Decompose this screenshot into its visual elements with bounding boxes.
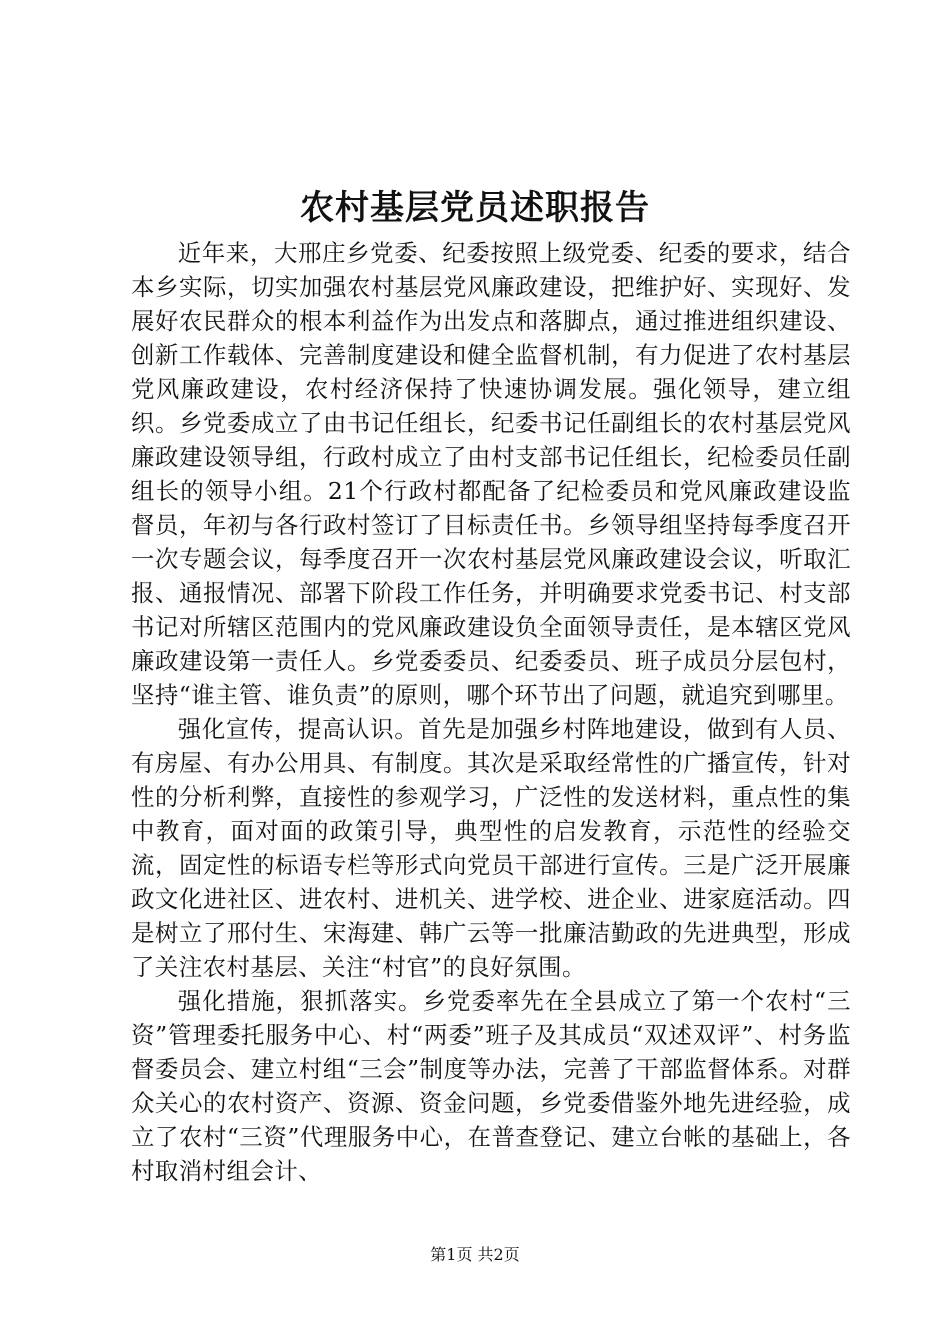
paragraph-3: 强化措施，狠抓落实。乡党委率先在全县成立了第一个农村“三资”管理委托服务中心、村“两委”班子及其成员“双述双评”、村务监督委员会、建立村组“三会”制度等办法，完善了干部监督体系。对群众关心的农村资产、资源、资金问题，乡党委借鉴外地先进经验，成立了农村“三资”代理服务中心，在普查登记、建立台帐的基础上，各村取消村组会计、 (131, 987, 851, 1185)
page-footer: 第1页 共2页 (430, 1245, 520, 1264)
document-title: 农村基层党员述职报告 (300, 188, 650, 228)
paragraph-2: 强化宣传，提高认识。首先是加强乡村阵地建设，做到有人员、有房屋、有办公用具、有制度。其次是采取经常性的广播宣传，针对性的分析利弊，直接性的参观学习，广泛性的发送材料，重点性的集中教育，面对面的政策引导，典型性的启发教育，示范性的经验交流，固定性的标语专栏等形式向党员干部进行宣传。三是广泛开展廉政文化进社区、进农村、进机关、进学校、进企业、进家庭活动。四是树立了邢付生、宋海建、韩广云等一批廉洁勤政的先进典型，形成了关注农村基层、关注“村官”的良好氛围。 (131, 715, 851, 981)
paragraph-1: 近年来，大邢庄乡党委、纪委按照上级党委、纪委的要求，结合本乡实际，切实加强农村基层党风廉政建设，把维护好、实现好、发展好农民群众的根本利益作为出发点和落脚点，通过推进组织建设、创新工作载体、完善制度建设和健全监督机制，有力促进了农村基层党风廉政建设，农村经济保持了快速协调发展。强化领导，建立组织。乡党委成立了由书记任组长，纪委书记任副组长的农村基层党风廉政建设领导组，行政村成立了由村支部书记任组长，纪检委员任副组长的领导小组。21个行政村都配备了纪检委员和党风廉政建设监督员，年初与各行政村签订了目标责任书。乡领导组坚持每季度召开一次专题会议，每季度召开一次农村基层党风廉政建设会议，听取汇报、通报情况、部署下阶段工作任务，并明确要求党委书记、村支部书记对所辖区范围内的党风廉政建设负全面领导责任，是本辖区党风廉政建设第一责任人。乡党委委员、纪委委员、班子成员分层包村，坚持“谁主管、谁负责”的原则，哪个环节出了问题，就追究到哪里。 (131, 239, 851, 709)
document-body (131, 236, 851, 1188)
